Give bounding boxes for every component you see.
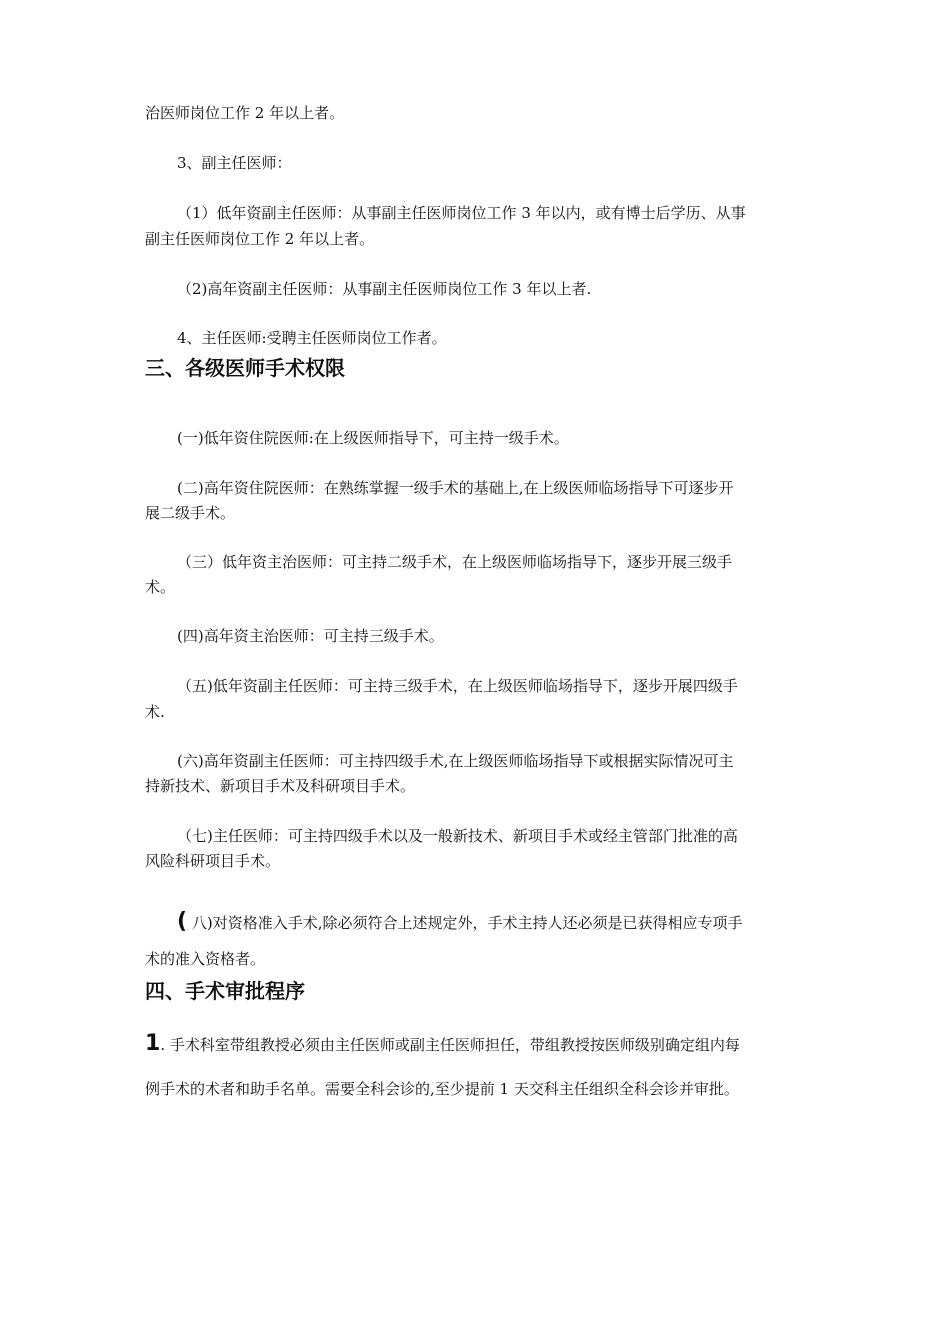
section-heading: 三、各级医师手术权限 [145, 356, 345, 380]
text-span: . 手术科室带组教授必须由主任医师或副主任医师担任，带组教授按医师级别确定组内每 [160, 1036, 740, 1054]
text-line: （七)主任医师：可主持四级手术以及一般新技术、新项目手术或经主管部门批准的高 [177, 827, 738, 845]
text-line [177, 909, 810, 936]
number-marker: 1 [145, 1031, 161, 1056]
text-line: (二)高年资住院医师：在熟练掌握一级手术的基础上,在上级医师临场指导下可逐步开 [177, 479, 734, 497]
text-line: 治医师岗位工作 2 年以上者。 [145, 104, 345, 122]
text-line: （五)低年资副主任医师：可主持三级手术，在上级医师临场指导下，逐步开展四级手 [177, 677, 738, 695]
text-line: (四)高年资主治医师：可主持三级手术。 [177, 627, 444, 645]
text-line [145, 1031, 810, 1058]
text-line: 风险科研项目手术。 [145, 852, 281, 870]
text-line: 3、副主任医师： [177, 154, 292, 172]
text-line: 术。 [145, 578, 176, 596]
text-span: 八)对资格准入手术,除必须符合上述规定外，手术主持人还必须是已获得相应专项手 [191, 914, 743, 932]
text-line: 展二级手术。 [145, 504, 236, 522]
paren-marker: ( [177, 909, 188, 934]
text-line: 术. [145, 703, 165, 721]
text-line: 4、主任医师:受聘主任医师岗位工作者。 [177, 329, 447, 347]
text-line: （三）低年资主治医师：可主持二级手术，在上级医师临场指导下，逐步开展三级手 [177, 553, 733, 571]
text-line: 副主任医师岗位工作 2 年以上者。 [145, 230, 375, 248]
text-line: (一)低年资住院医师:在上级医师指导下，可主持一级手术。 [177, 429, 569, 447]
text-line: (六)高年资副主任医师：可主持四级手术,在上级医师临场指导下或根据实际情况可主 [177, 752, 734, 770]
text-line: 术的准入资格者。 [145, 950, 266, 968]
text-line: 持新技术、新项目手术及科研项目手术。 [145, 777, 416, 795]
text-line: （2)高年资副主任医师：从事副主任医师岗位工作 3 年以上者. [177, 280, 592, 298]
section-heading: 四、手术审批程序 [145, 979, 305, 1003]
text-line: （1）低年资副主任医师：从事副主任医师岗位工作 3 年以内，或有博士后学历、从事 [177, 204, 746, 222]
text-line: 例手术的术者和助手名单。需要全科会诊的,至少提前 1 天交科主任组织全科会诊并审批。 [145, 1080, 739, 1098]
